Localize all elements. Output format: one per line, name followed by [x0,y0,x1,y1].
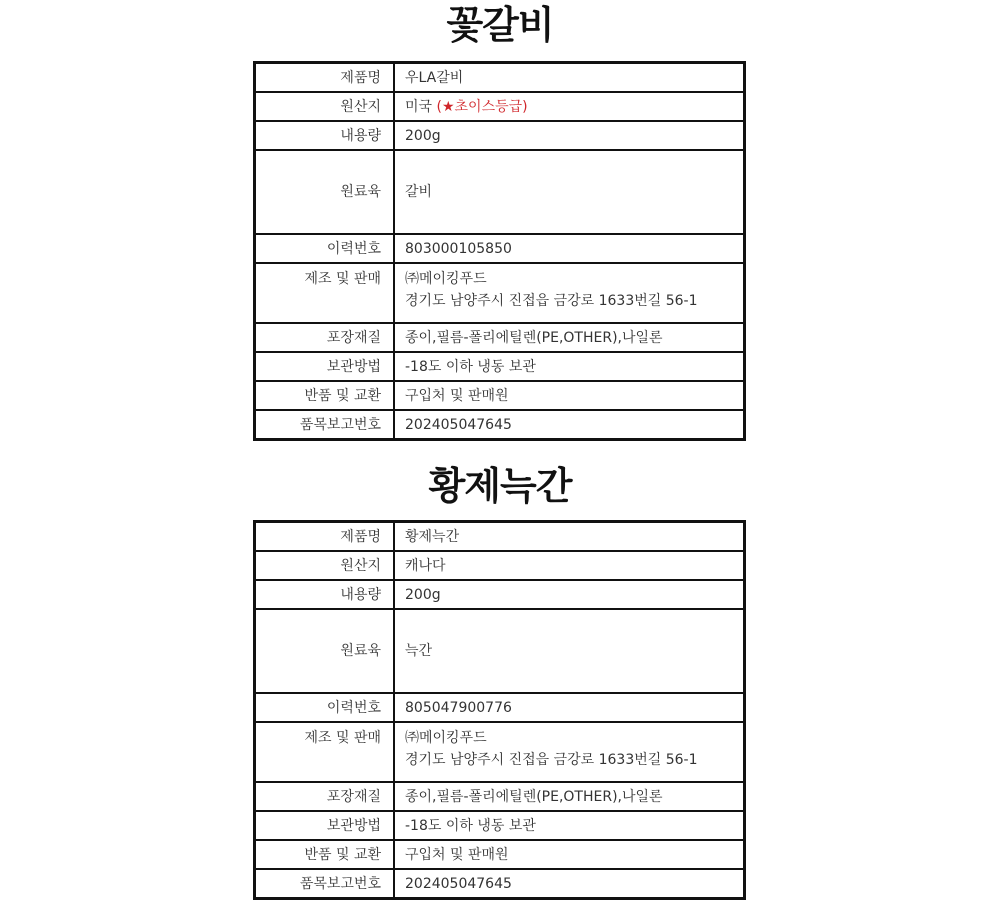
table-row [255,782,745,811]
table-row [255,580,745,609]
table-row [255,693,745,722]
row-label: 이력번호 [255,234,395,263]
row-value: 805047900776 [394,693,745,722]
table-row [255,381,745,410]
row-label: 제품명 [255,522,395,552]
manufacturer-name: ㈜메이킹푸드 [405,730,487,746]
table-row [255,869,745,899]
row-label: 품목보고번호 [255,869,395,899]
row-value: 황제늑간 [394,522,745,552]
row-label: 원료육 [255,150,395,234]
row-value: -18도 이하 냉동 보관 [394,352,745,381]
product-info-table-kkotgalbi [253,61,746,441]
row-label: 내용량 [255,121,395,150]
table-row [255,410,745,440]
table-row [255,522,745,552]
table-row [255,722,745,782]
row-label: 보관방법 [255,352,395,381]
row-label: 제조 및 판매 [255,263,395,323]
table-row [255,121,745,150]
row-value: 늑간 [394,609,745,693]
row-value: 202405047645 [394,869,745,899]
row-value: 종이,필름-폴리에틸렌(PE,OTHER),나일론 [394,782,745,811]
row-label: 원산지 [255,92,395,121]
table-row [255,811,745,840]
row-label: 보관방법 [255,811,395,840]
table-row [255,609,745,693]
row-label: 제품명 [255,63,395,93]
manufacturer-name: ㈜메이킹푸드 [405,271,487,287]
row-label: 포장재질 [255,782,395,811]
row-value: 구입처 및 판매원 [394,840,745,869]
table-row [255,551,745,580]
row-value: 202405047645 [394,410,745,440]
table-row [255,150,745,234]
table-row [255,234,745,263]
section-title-kkotgalbi: 꽃갈비 [446,3,554,47]
row-label: 반품 및 교환 [255,840,395,869]
row-value: 갈비 [394,150,745,234]
table-row [255,840,745,869]
row-label: 내용량 [255,580,395,609]
row-label: 품목보고번호 [255,410,395,440]
row-value: 종이,필름-폴리에틸렌(PE,OTHER),나일론 [394,323,745,352]
row-label: 제조 및 판매 [255,722,395,782]
row-value: 200g [394,121,745,150]
row-value: 200g [394,580,745,609]
table-row [255,352,745,381]
product-info-table-hwangje-neukgan [253,520,746,900]
row-value: 구입처 및 판매원 [394,381,745,410]
row-value: 캐나다 [394,551,745,580]
row-label: 포장재질 [255,323,395,352]
row-label: 반품 및 교환 [255,381,395,410]
row-value: -18도 이하 냉동 보관 [394,811,745,840]
row-value [394,722,745,782]
table-row [255,92,745,121]
table-row [255,323,745,352]
table-row [255,263,745,323]
row-label: 이력번호 [255,693,395,722]
table-row [255,63,745,93]
origin-country: 미국 [405,98,433,115]
manufacturer-address: 경기도 남양주시 진접읍 금강로 1633번길 56-1 [405,752,698,768]
grade-highlight: (★초이스등급) [436,98,528,115]
row-value [394,92,745,121]
section-title-hwangje-neukgan: 황제늑간 [428,464,572,508]
row-value: 803000105850 [394,234,745,263]
row-label: 원산지 [255,551,395,580]
row-value: 우LA갈비 [394,63,745,93]
row-label: 원료육 [255,609,395,693]
manufacturer-address: 경기도 남양주시 진접읍 금강로 1633번길 56-1 [405,293,698,309]
row-value [394,263,745,323]
